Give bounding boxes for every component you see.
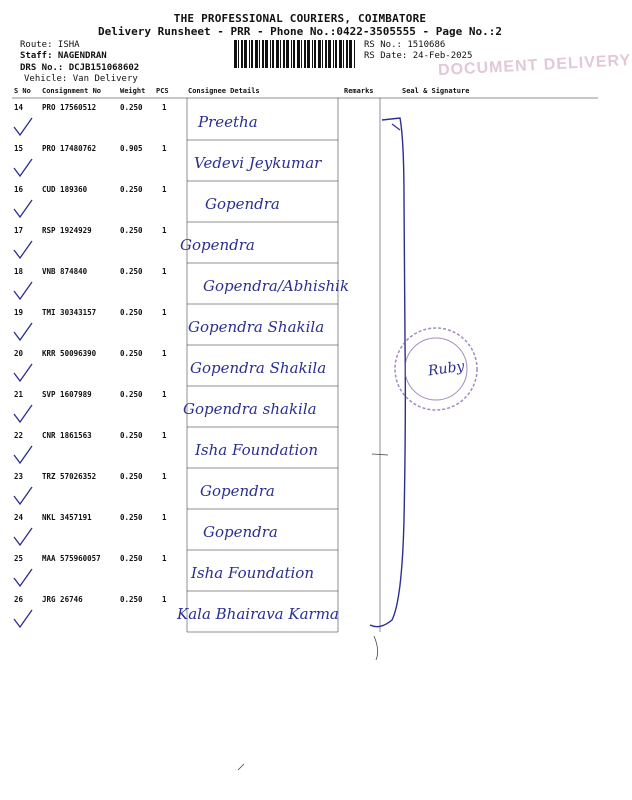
row-weight: 0.250	[120, 267, 143, 276]
barcode-bar	[293, 40, 295, 68]
row-pcs: 1	[162, 390, 167, 399]
row-weight: 0.250	[120, 308, 143, 317]
consignee-signature: Preetha	[198, 113, 258, 131]
consignee-signature: Gopendra	[203, 523, 278, 541]
consignee-signature: Gopendra Shakila	[190, 359, 327, 377]
company-title: THE PROFESSIONAL COURIERS, COIMBATORE	[173, 12, 427, 25]
barcode-bar	[343, 40, 344, 68]
row-sno: 22	[14, 431, 24, 440]
check-mark-icon	[12, 116, 34, 138]
barcode-bar	[283, 40, 285, 68]
row-consignment-number: VNB 874840	[42, 267, 88, 276]
row-consignment-number: RSP 1924929	[42, 226, 92, 235]
staff-label: Staff: NAGENDRAN	[20, 51, 107, 61]
col-weight: Weight	[120, 87, 146, 95]
barcode-bar	[276, 40, 279, 68]
barcode-bar	[262, 40, 264, 68]
barcode-bar	[251, 40, 253, 68]
row-pcs: 1	[162, 554, 167, 563]
barcode-bar	[325, 40, 327, 68]
barcode-bar	[349, 40, 352, 68]
document-stamp: DOCUMENT DELIVERY	[437, 52, 632, 80]
row-consignment-number: TRZ 57026352	[42, 472, 97, 481]
check-mark-icon	[12, 526, 34, 548]
row-consignment-number: PRO 17560512	[42, 103, 97, 112]
table-row	[12, 304, 598, 345]
rs-date: RS Date: 24-Feb-2025	[364, 51, 473, 61]
table-row	[12, 99, 598, 140]
col-consignee: Consignee Details	[188, 87, 260, 95]
row-consignment-number: PRO 17480762	[42, 144, 97, 153]
row-pcs: 1	[162, 226, 167, 235]
row-weight: 0.905	[120, 144, 143, 153]
table-row	[12, 345, 598, 386]
barcode-bar	[255, 40, 258, 68]
row-consignment-number: JRG 26746	[42, 595, 83, 604]
consignee-signature: Gopendra Shakila	[188, 318, 325, 336]
row-sno: 17	[14, 226, 24, 235]
barcode-bar	[238, 40, 239, 68]
row-pcs: 1	[162, 595, 167, 604]
barcode-bar	[333, 40, 334, 68]
drs-number: DRS No.: DCJB151068602	[20, 63, 140, 73]
barcode-bar	[297, 40, 300, 68]
barcode-bar	[301, 40, 302, 68]
row-weight: 0.250	[120, 390, 143, 399]
row-consignment-number: CUD 189360	[42, 185, 88, 194]
row-consignment-number: SVP 1607989	[42, 390, 92, 399]
table-row	[12, 181, 598, 222]
runsheet-title: Delivery Runsheet - PRR - Phone No.:0422-3505555 - Page No.:2	[98, 25, 502, 38]
col-remarks: Remarks	[344, 87, 374, 95]
barcode-bar	[307, 40, 310, 68]
barcode-bar	[291, 40, 292, 68]
route-label: Route: ISHA	[20, 40, 80, 50]
row-consignment-number: CNR 1861563	[42, 431, 92, 440]
row-sno: 24	[14, 513, 24, 522]
consignee-signature: Gopendra	[180, 236, 255, 254]
row-pcs: 1	[162, 513, 167, 522]
check-mark-icon	[12, 444, 34, 466]
row-weight: 0.250	[120, 513, 143, 522]
consignee-signature: Kala Bhairava Karma	[177, 605, 339, 623]
barcode-bar	[259, 40, 260, 68]
table-row	[12, 263, 598, 304]
row-pcs: 1	[162, 144, 167, 153]
consignee-signature: Gopendra shakila	[183, 400, 317, 418]
col-pcs: PCS	[156, 87, 169, 95]
barcode-bar	[312, 40, 313, 68]
check-mark-icon	[12, 403, 34, 425]
consignee-signature: Gopendra	[200, 482, 275, 500]
consignee-signature: Vedevi Jeykumar	[194, 154, 322, 172]
row-pcs: 1	[162, 308, 167, 317]
seal-signature: Ruby	[427, 358, 466, 380]
row-sno: 20	[14, 349, 24, 358]
consignee-signature: Isha Foundation	[191, 564, 314, 582]
rs-number: RS No.: 1510686	[364, 40, 446, 50]
barcode-bar	[354, 40, 355, 68]
barcode-bar	[328, 40, 331, 68]
row-weight: 0.250	[120, 185, 143, 194]
consignee-signature: Gopendra/Abhishik	[203, 277, 350, 295]
row-sno: 21	[14, 390, 24, 399]
barcode-bar	[272, 40, 274, 68]
row-sno: 23	[14, 472, 24, 481]
check-mark-icon	[12, 567, 34, 589]
col-consignment: Consignment No	[42, 87, 102, 95]
row-weight: 0.250	[120, 349, 143, 358]
check-mark-icon	[12, 157, 34, 179]
row-pcs: 1	[162, 349, 167, 358]
row-sno: 15	[14, 144, 24, 153]
barcode-bar	[280, 40, 281, 68]
row-weight: 0.250	[120, 554, 143, 563]
barcode-bar	[346, 40, 348, 68]
check-mark-icon	[12, 198, 34, 220]
check-mark-icon	[12, 485, 34, 507]
table-row	[12, 550, 598, 591]
vehicle-label: Vehicle: Van Delivery	[24, 74, 138, 84]
consignee-signature: Isha Foundation	[195, 441, 318, 459]
table-row	[12, 427, 598, 468]
col-seal-signature: Seal & Signature	[402, 87, 470, 95]
row-weight: 0.250	[120, 431, 143, 440]
row-sno: 26	[14, 595, 24, 604]
barcode-bar	[339, 40, 342, 68]
barcode-bar	[241, 40, 243, 68]
barcode-bar	[335, 40, 337, 68]
row-sno: 19	[14, 308, 24, 317]
row-sno: 18	[14, 267, 24, 276]
row-pcs: 1	[162, 472, 167, 481]
check-mark-icon	[12, 321, 34, 343]
row-weight: 0.250	[120, 103, 143, 112]
barcode-bar	[234, 40, 237, 68]
barcode-bar	[286, 40, 289, 68]
row-weight: 0.250	[120, 226, 143, 235]
row-consignment-number: TMI 30343157	[42, 308, 97, 317]
row-consignment-number: NKL 3457191	[42, 513, 92, 522]
check-mark-icon	[12, 608, 34, 630]
barcode-bar	[322, 40, 323, 68]
row-weight: 0.250	[120, 595, 143, 604]
check-mark-icon	[12, 362, 34, 384]
barcode-bar	[270, 40, 271, 68]
table-row	[12, 140, 598, 181]
table-row	[12, 222, 598, 263]
barcode-image	[234, 40, 356, 68]
barcode-bar	[318, 40, 321, 68]
row-sno: 14	[14, 103, 24, 112]
row-pcs: 1	[162, 431, 167, 440]
row-weight: 0.250	[120, 472, 143, 481]
table-row	[12, 591, 598, 632]
row-pcs: 1	[162, 103, 167, 112]
table-row	[12, 509, 598, 550]
row-consignment-number: KRR 50096390	[42, 349, 97, 358]
row-consignment-number: MAA 575960057	[42, 554, 101, 563]
barcode-bar	[244, 40, 247, 68]
barcode-bar	[304, 40, 306, 68]
barcode-bar	[265, 40, 268, 68]
col-sno: S No	[14, 87, 31, 95]
table-row	[12, 386, 598, 427]
check-mark-icon	[12, 280, 34, 302]
row-sno: 16	[14, 185, 24, 194]
table-row	[12, 468, 598, 509]
barcode-bar	[314, 40, 316, 68]
check-mark-icon	[12, 239, 34, 261]
row-sno: 25	[14, 554, 24, 563]
runsheet-table	[12, 87, 598, 632]
row-pcs: 1	[162, 185, 167, 194]
consignee-signature: Gopendra	[205, 195, 280, 213]
row-pcs: 1	[162, 267, 167, 276]
barcode-bar	[249, 40, 250, 68]
